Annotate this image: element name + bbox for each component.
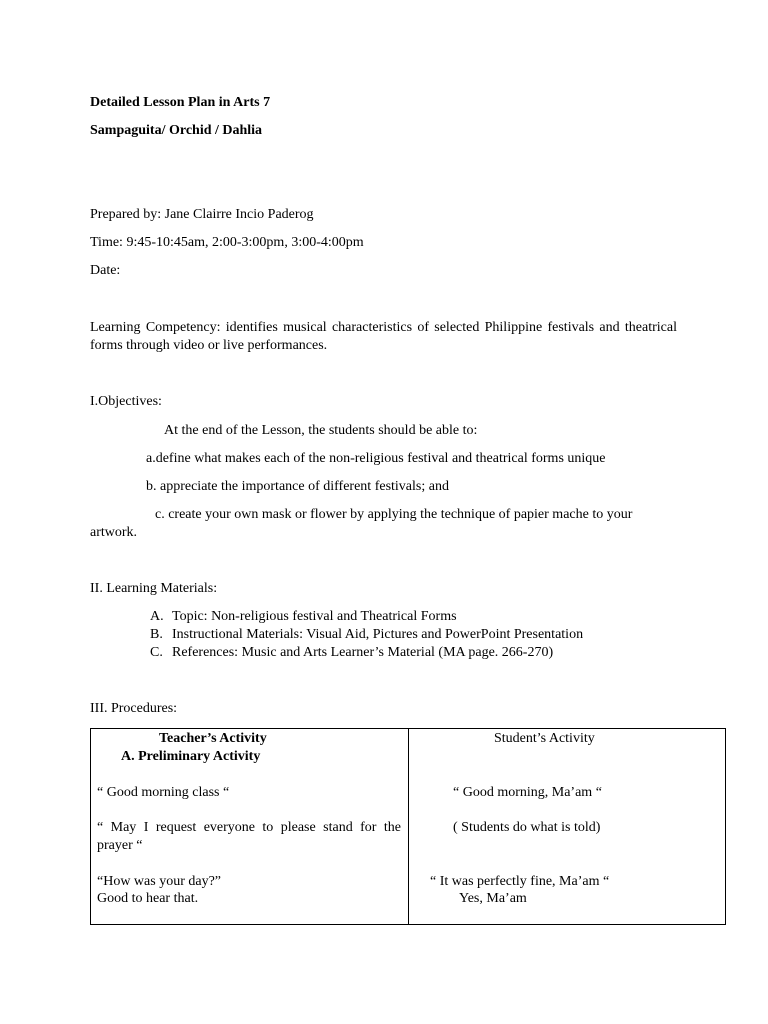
procedures-heading: III. Procedures: (90, 701, 178, 716)
teacher-prayer-request-continued: prayer “ (97, 838, 143, 853)
objective-b: b. appreciate the importance of different festivals; and (146, 479, 449, 494)
material-topic: Topic: Non-religious festival and Theatrical Forms (172, 609, 457, 624)
list-marker: C. (150, 645, 163, 660)
student-greeting: “ Good morning, Ma’am “ (453, 785, 602, 800)
prepared-by: Prepared by: Jane Clairre Incio Paderog (90, 207, 314, 222)
objective-c-continued: artwork. (90, 525, 138, 540)
material-references: References: Music and Arts Learner’s Material (MA page. 266-270) (172, 645, 554, 660)
date-label: Date: (90, 263, 121, 278)
list-marker: A. (150, 609, 164, 624)
list-marker: B. (150, 627, 163, 642)
preliminary-activity-subheader: A. Preliminary Activity (121, 749, 261, 764)
student-day-response: “ It was perfectly fine, Ma’am “ (430, 874, 610, 889)
student-prayer-response: ( Students do what is told) (453, 820, 601, 835)
teacher-activity-column (91, 729, 409, 925)
teacher-good-to-hear: Good to hear that. (97, 891, 199, 906)
materials-heading: II. Learning Materials: (90, 581, 218, 596)
teacher-prayer-request: “ May I request everyone to please stand for the (97, 820, 401, 835)
teacher-activity-header: Teacher’s Activity (159, 731, 267, 746)
student-yes-response: Yes, Ma’am (459, 891, 527, 906)
objectives-intro: At the end of the Lesson, the students should be able to: (164, 423, 478, 438)
material-instructional: Instructional Materials: Visual Aid, Pictures and PowerPoint Presentation (172, 627, 584, 642)
student-activity-header: Student’s Activity (494, 731, 595, 746)
section-names: Sampaguita/ Orchid / Dahlia (90, 123, 263, 138)
objective-a: a.define what makes each of the non-religious festival and theatrical forms unique (146, 451, 606, 466)
student-activity-column (409, 729, 726, 925)
teacher-greeting: “ Good morning class “ (97, 785, 230, 800)
teacher-how-was-your-day: “How was your day?” (97, 874, 222, 889)
objectives-heading: I.Objectives: (90, 394, 162, 409)
objective-c: c. create your own mask or flower by applying the technique of papier mache to your (155, 507, 633, 522)
lesson-plan-title: Detailed Lesson Plan in Arts 7 (90, 95, 271, 110)
learning-competency: Learning Competency: identifies musical characteristics of selected Philippine festivals and theatrical forms through video or live performances. (90, 320, 677, 353)
time-schedule: Time: 9:45-10:45am, 2:00-3:00pm, 3:00-4:00pm (90, 235, 364, 250)
procedures-table (90, 728, 726, 925)
